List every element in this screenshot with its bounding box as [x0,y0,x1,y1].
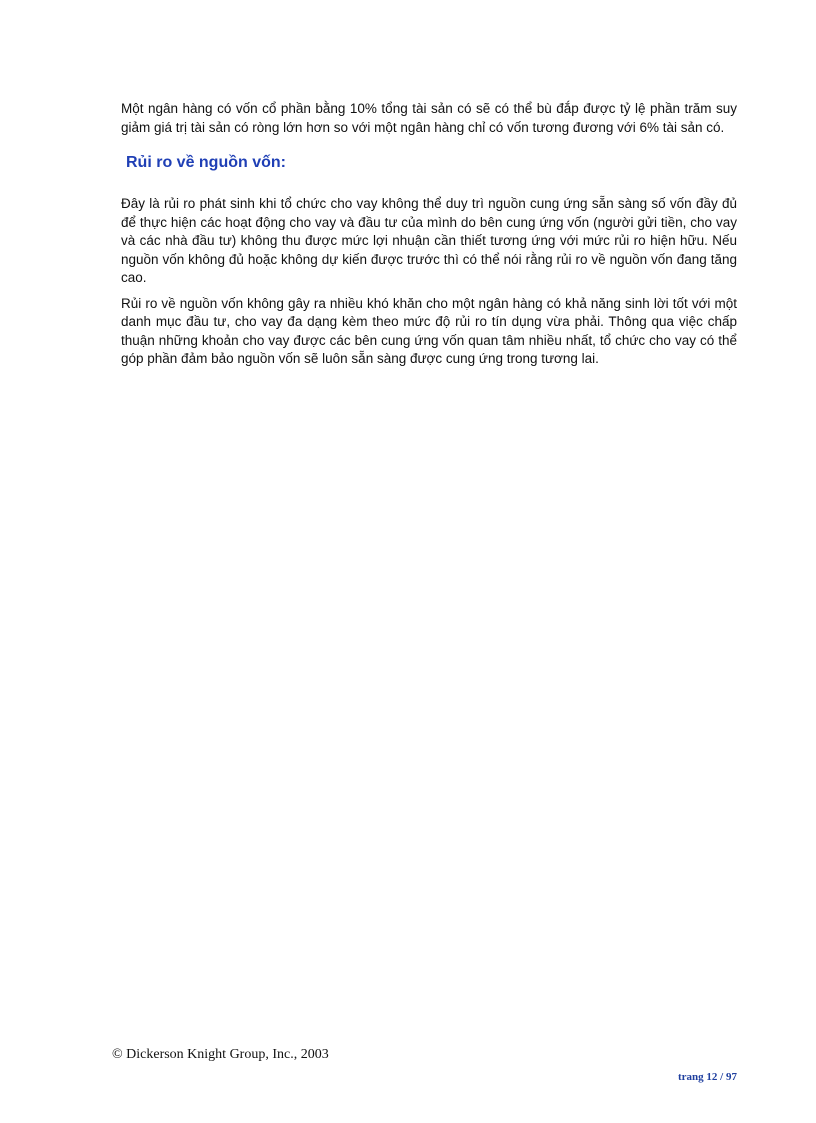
footer-copyright: © Dickerson Knight Group, Inc., 2003 [112,1047,329,1062]
paragraph-equity-ratio: Một ngân hàng có vốn cổ phần bằng 10% tổng tài sản có sẽ có thể bù đắp được tỷ lệ phần trăm suy giảm giá trị tài sản có ròng lớn hơn so với một ngân hàng chỉ có vốn tương đương với 6% tài sản có. [121,101,737,135]
paragraph-funding-risk-definition: Đây là rủi ro phát sinh khi tổ chức cho vay không thể duy trì nguồn cung ứng sẵn sàng số vốn đầy đủ để thực hiện các hoạt động cho vay và đầu tư của mình do bên cung ứng vốn (người gửi tiền, cho vay và các nhà đầu tư) không thu được mức lợi nhuận cần thiết tương ứng với mức rủi ro hiện hữu. Nếu nguồn vốn không đủ hoặc không dự kiến được trước thì có thể nói rằng rủi ro về nguồn vốn đang tăng cao. [121,196,737,285]
footer-page-number: trang 12 / 97 [678,1071,737,1083]
section-heading-funding-risk: Rủi ro về nguồn vốn: [126,154,286,171]
page-content [121,100,737,369]
paragraph-funding-risk-mitigation: Rủi ro về nguồn vốn không gây ra nhiều khó khăn cho một ngân hàng có khả năng sinh lời tốt với một danh mục đầu tư, cho vay đa dạng kèm theo mức độ rủi ro tín dụng vừa phải. Thông qua việc chấp thuận những khoản cho vay được các bên cung ứng vốn quan tâm nhiều nhất, tổ chức cho vay có thể góp phần đảm bảo nguồn vốn sẽ luôn sẵn sàng được cung ứng trong tương lai. [121,295,737,366]
